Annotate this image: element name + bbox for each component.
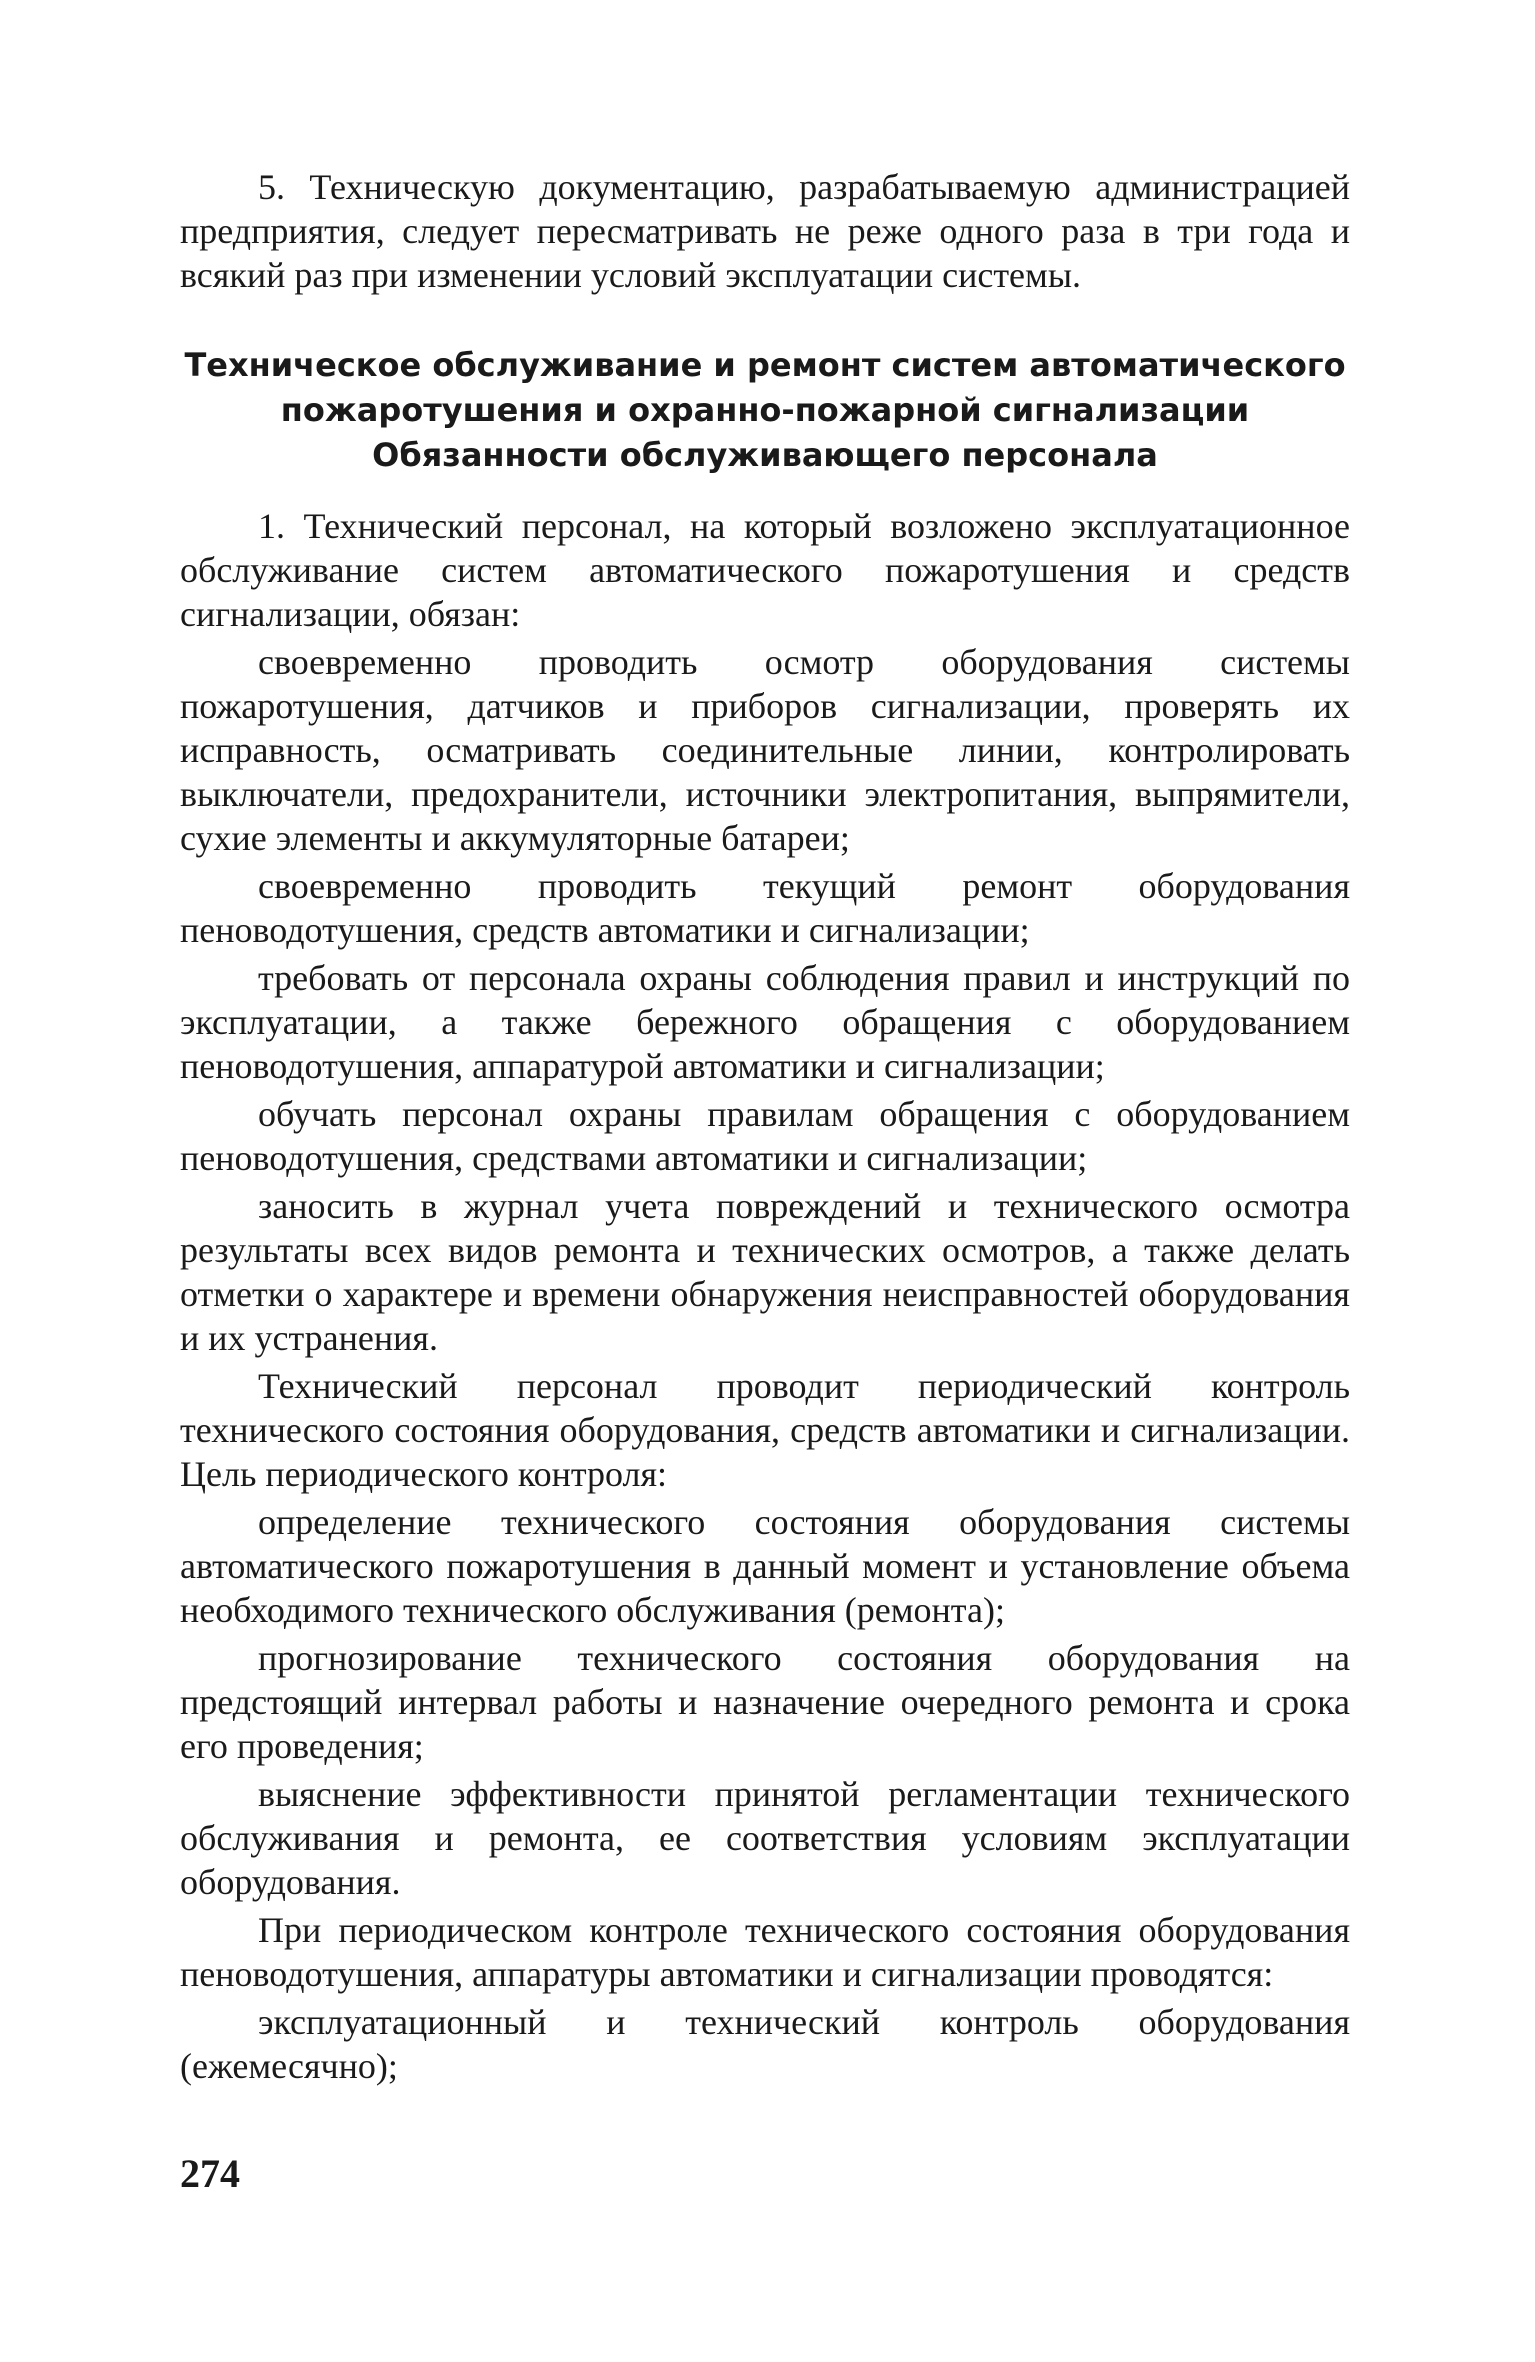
paragraph-inspection: своевременно проводить осмотр оборудования системы пожаротушения, датчиков и приборов сигнализации, проверять их исправность, осматривать соединительные линии, контролировать выключатели, предохранители, источники электропитания, выпрямители, сухие элементы и аккумуляторные батареи; (180, 642, 1350, 858)
heading-line-2: пожаротушения и охранно-пожарной сигнализации (280, 391, 1250, 429)
heading-line-3: Обязанности обслуживающего персонала (372, 436, 1158, 474)
paragraph-periodic-check: При периодическом контроле технического состояния оборудования пеноводотушения, аппаратуры автоматики и сигнализации проводятся: (180, 1910, 1350, 1994)
document-page (180, 165, 1350, 2088)
paragraph-journal: заносить в журнал учета повреждений и технического осмотра результаты всех видов ремонта и технических осмотров, а также делать отметки о характере и времени обнаружения неисправностей оборудования и их устранения. (180, 1186, 1350, 1358)
page-number: 274 (180, 2151, 240, 2196)
paragraph-monthly: эксплуатационный и технический контроль оборудования (ежемесячно); (180, 2002, 1350, 2086)
paragraph-periodic-control: Технический персонал проводит периодический контроль технического состояния оборудования, средств автоматики и сигнализации. Цель периодического контроля: (180, 1366, 1350, 1494)
paragraph-require: требовать от персонала охраны соблюдения правил и инструкций по эксплуатации, а также бережного обращения с оборудованием пеноводотушения, аппаратурой автоматики и сигнализации; (180, 958, 1350, 1086)
paragraph-train: обучать персонал охраны правилам обращения с оборудованием пеноводотушения, средствами автоматики и сигнализации; (180, 1094, 1350, 1178)
paragraph-duties-intro: 1. Технический персонал, на который возложено эксплуатационное обслуживание систем автоматического пожаротушения и средств сигнализации, обязан: (180, 506, 1350, 634)
section-heading (180, 343, 1350, 478)
paragraph-forecast: прогнозирование технического состояния оборудования на предстоящий интервал работы и назначение очередного ремонта и срока его проведения; (180, 1638, 1350, 1766)
heading-line-1: Техническое обслуживание и ремонт систем автоматического (184, 346, 1346, 384)
intro-paragraph: 5. Техническую документацию, разрабатываемую администрацией предприятия, следует пересматривать не реже одного раза в три года и всякий раз при изменении условий эксплуатации системы. (180, 167, 1350, 295)
paragraph-repair: своевременно проводить текущий ремонт оборудования пеноводотушения, средств автоматики и сигнализации; (180, 866, 1350, 950)
paragraph-effectiveness: выяснение эффективности принятой регламентации технического обслуживания и ремонта, ее соответствия условиям эксплуатации оборудования. (180, 1774, 1350, 1902)
paragraph-definition: определение технического состояния оборудования системы автоматического пожаротушения в данный момент и установление объема необходимого технического обслуживания (ремонта); (180, 1502, 1350, 1630)
